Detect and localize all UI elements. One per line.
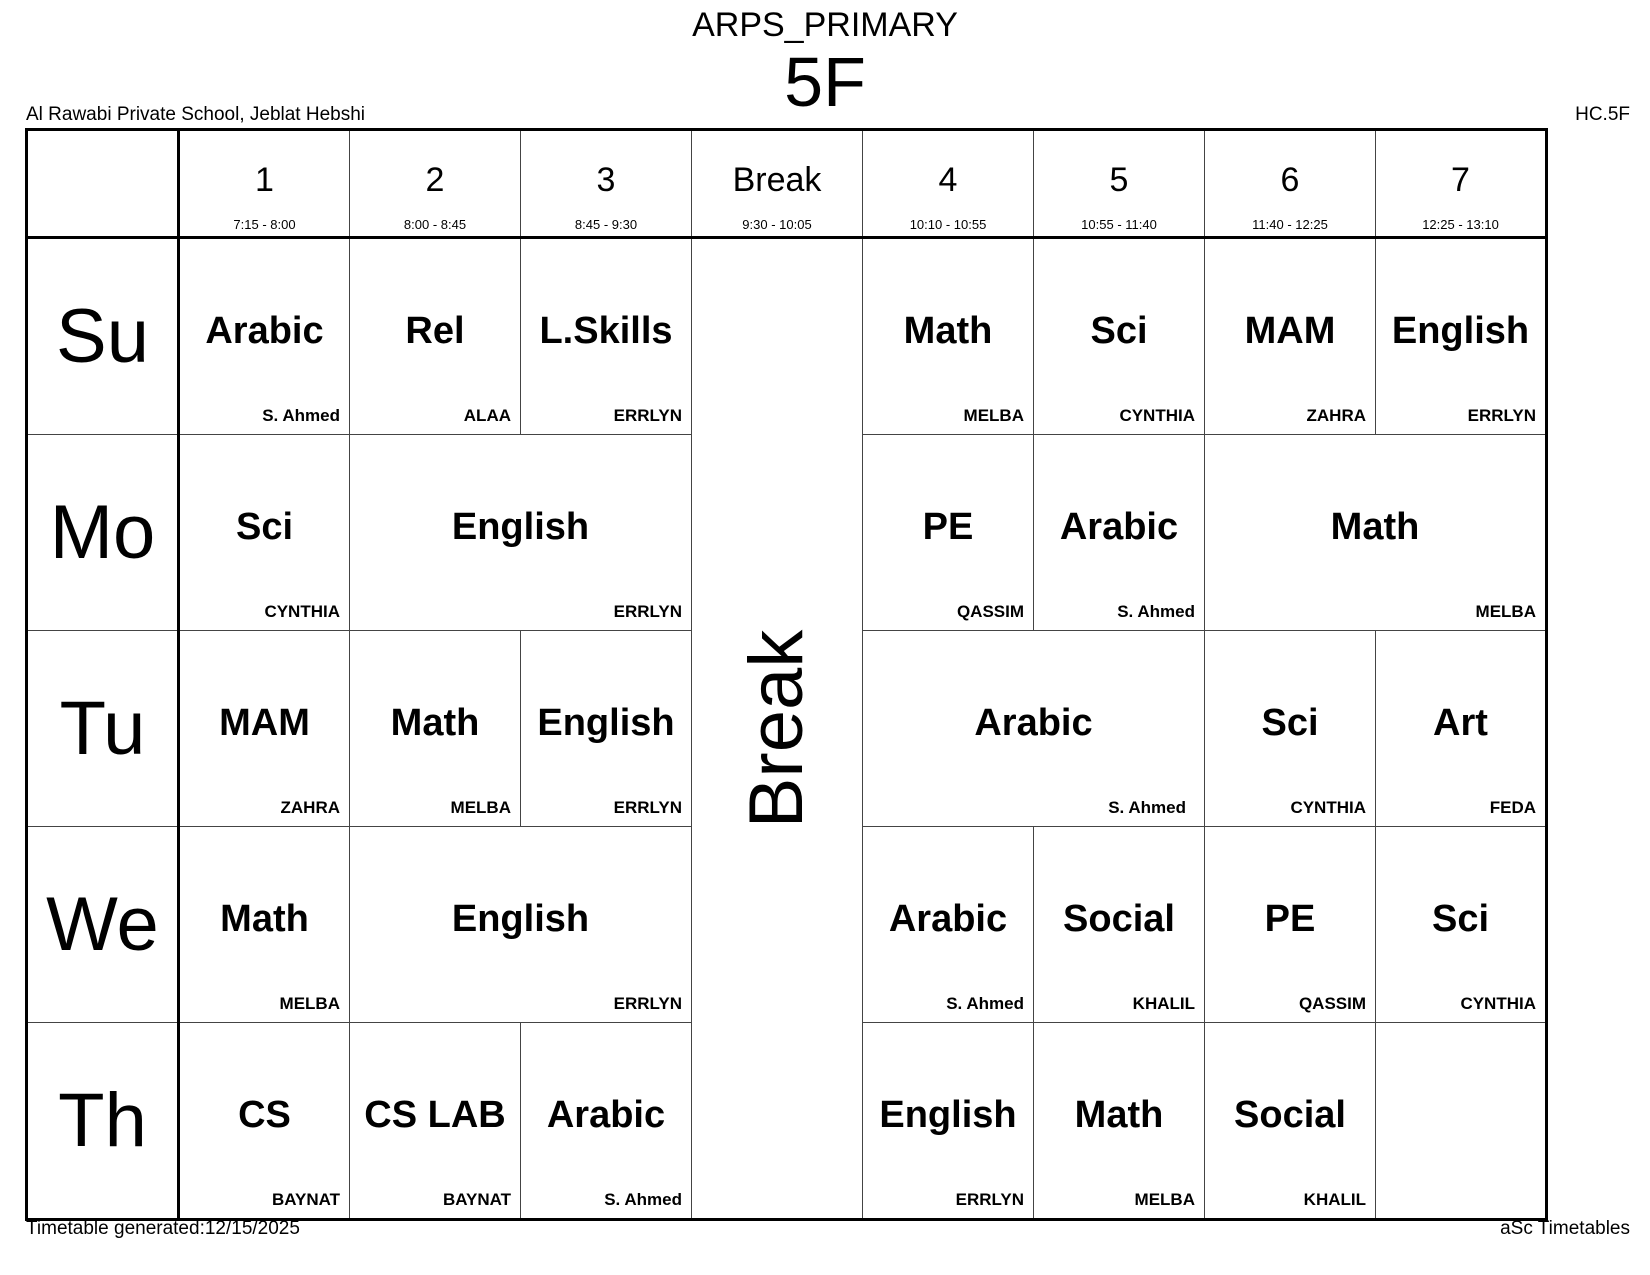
period-number: 3 bbox=[596, 161, 616, 199]
lesson-teacher: KHALIL bbox=[1303, 1190, 1366, 1209]
lesson-subject: Art bbox=[1433, 702, 1488, 744]
lesson-subject: English bbox=[451, 898, 590, 940]
period-header bbox=[863, 130, 1034, 238]
lesson-teacher: QASSIM bbox=[956, 602, 1024, 621]
lesson-cell bbox=[521, 238, 692, 435]
lesson-teacher: BAYNAT bbox=[442, 1190, 511, 1209]
lesson-teacher: MELBA bbox=[450, 798, 511, 817]
lesson-cell bbox=[863, 238, 1034, 435]
lesson-subject: Sci bbox=[1090, 310, 1148, 352]
lesson-cell bbox=[1205, 631, 1376, 827]
period-time: 12:25 - 13:10 bbox=[1422, 217, 1499, 232]
lesson-teacher: KHALIL bbox=[1132, 994, 1195, 1013]
lesson-cell bbox=[350, 435, 692, 631]
lesson-cell bbox=[350, 631, 521, 827]
lesson-cell bbox=[1034, 827, 1205, 1023]
period-header bbox=[350, 130, 521, 238]
lesson-cell bbox=[1205, 238, 1376, 435]
lesson-cell bbox=[179, 827, 350, 1023]
lesson-cell bbox=[1376, 827, 1547, 1023]
lesson-subject: Arabic bbox=[974, 702, 1093, 744]
lesson-subject: CS bbox=[238, 1094, 291, 1136]
lesson-teacher: ERRLYN bbox=[1467, 406, 1536, 425]
lesson-teacher: ERRLYN bbox=[955, 1190, 1024, 1209]
break-header bbox=[692, 130, 863, 238]
period-time: 10:10 - 10:55 bbox=[909, 217, 987, 232]
lesson-subject: Math bbox=[1330, 506, 1420, 548]
lesson-cell bbox=[1034, 238, 1205, 435]
lesson-teacher: FEDA bbox=[1489, 798, 1536, 817]
lesson-subject: Arabic bbox=[1059, 506, 1179, 548]
lesson-cell bbox=[1205, 827, 1376, 1023]
day-label: Mo bbox=[27, 435, 179, 631]
period-number: 6 bbox=[1280, 161, 1300, 199]
lesson-subject: Math bbox=[903, 310, 993, 352]
lesson-teacher: CYNTHIA bbox=[1290, 798, 1366, 817]
day-label: Tu bbox=[27, 631, 179, 827]
lesson-subject: English bbox=[451, 506, 590, 548]
lesson-cell bbox=[1376, 631, 1547, 827]
lesson-subject: Arabic bbox=[888, 898, 1008, 940]
lesson-cell bbox=[179, 1023, 350, 1220]
empty-lesson-cell bbox=[1376, 1023, 1547, 1220]
period-time: 7:15 - 8:00 bbox=[233, 217, 296, 232]
lesson-subject: Social bbox=[1234, 1094, 1346, 1136]
lesson-subject: Arabic bbox=[205, 310, 324, 352]
lesson-cell bbox=[179, 238, 350, 435]
lesson-cell bbox=[179, 435, 350, 631]
lesson-teacher: ZAHRA bbox=[280, 798, 340, 817]
lesson-teacher: S. Ahmed bbox=[1117, 602, 1195, 621]
lesson-subject: Arabic bbox=[546, 1094, 666, 1136]
lesson-subject: PE bbox=[922, 506, 974, 548]
lesson-teacher: ERRLYN bbox=[613, 406, 682, 425]
lesson-teacher: BAYNAT bbox=[271, 1190, 340, 1209]
period-number: 1 bbox=[255, 161, 274, 199]
lesson-subject: Math bbox=[220, 898, 309, 940]
lesson-cell bbox=[179, 631, 350, 827]
lesson-teacher: ERRLYN bbox=[613, 602, 682, 621]
lesson-teacher: CYNTHIA bbox=[264, 602, 340, 621]
period-time: 10:55 - 11:40 bbox=[1081, 217, 1157, 232]
lesson-cell bbox=[1376, 238, 1547, 435]
period-number: 5 bbox=[1109, 161, 1129, 199]
lesson-cell bbox=[1034, 435, 1205, 631]
school-title: ARPS_PRIMARY bbox=[692, 6, 958, 44]
corner-cell bbox=[27, 130, 179, 238]
class-title: 5F bbox=[784, 43, 866, 121]
lesson-cell bbox=[521, 631, 692, 827]
lesson-subject: English bbox=[537, 702, 675, 744]
lesson-subject: Math bbox=[1074, 1094, 1164, 1136]
lesson-cell bbox=[863, 1023, 1034, 1220]
lesson-subject: PE bbox=[1264, 898, 1316, 940]
period-time: 9:30 - 10:05 bbox=[742, 217, 812, 232]
lesson-subject: L.Skills bbox=[539, 310, 673, 352]
period-header bbox=[1034, 130, 1205, 238]
lesson-subject: Sci bbox=[1261, 702, 1319, 744]
lesson-subject: Sci bbox=[235, 506, 294, 548]
lesson-cell bbox=[350, 238, 521, 435]
lesson-cell bbox=[863, 827, 1034, 1023]
lesson-teacher: S. Ahmed bbox=[604, 1190, 682, 1209]
lesson-teacher: S. Ahmed bbox=[262, 406, 340, 425]
period-header bbox=[179, 130, 350, 238]
period-header-row bbox=[27, 130, 1547, 238]
timetable-code: HC.5F bbox=[1575, 104, 1630, 125]
lesson-subject: English bbox=[879, 1094, 1017, 1136]
lesson-cell bbox=[1034, 1023, 1205, 1220]
day-row-su bbox=[27, 238, 1547, 435]
period-time: 11:40 - 12:25 bbox=[1252, 217, 1328, 232]
lesson-teacher: ZAHRA bbox=[1306, 406, 1366, 425]
generated-date: Timetable generated:12/15/2025 bbox=[26, 1218, 300, 1239]
lesson-teacher: MELBA bbox=[963, 406, 1024, 425]
period-header bbox=[1205, 130, 1376, 238]
period-number: 4 bbox=[938, 161, 958, 199]
lesson-subject: MAM bbox=[1244, 310, 1336, 352]
period-header bbox=[521, 130, 692, 238]
lesson-teacher: S. Ahmed bbox=[1108, 798, 1186, 817]
break-label: Break bbox=[734, 629, 819, 828]
lesson-teacher: MELBA bbox=[1475, 602, 1536, 621]
day-label: We bbox=[27, 827, 179, 1023]
lesson-teacher: QASSIM bbox=[1298, 994, 1366, 1013]
lesson-cell bbox=[863, 435, 1034, 631]
lesson-subject: English bbox=[1391, 310, 1530, 352]
day-label: Su bbox=[27, 238, 179, 435]
lesson-teacher: CYNTHIA bbox=[1119, 406, 1195, 425]
school-name: Al Rawabi Private School, Jeblat Hebshi bbox=[26, 104, 366, 125]
period-time: 8:45 - 9:30 bbox=[574, 217, 638, 232]
lesson-teacher: ALAA bbox=[463, 406, 511, 425]
lesson-subject: Math bbox=[390, 702, 480, 744]
lesson-subject: CS LAB bbox=[364, 1094, 506, 1136]
lesson-subject: Sci bbox=[1431, 898, 1490, 940]
period-time: 8:00 - 8:45 bbox=[403, 217, 467, 232]
lesson-subject: MAM bbox=[219, 702, 310, 744]
lesson-teacher: ERRLYN bbox=[613, 994, 682, 1013]
lesson-teacher: MELBA bbox=[1134, 1190, 1195, 1209]
lesson-teacher: MELBA bbox=[279, 994, 340, 1013]
period-number: 7 bbox=[1451, 161, 1470, 199]
lesson-cell bbox=[350, 1023, 521, 1220]
period-number: Break bbox=[732, 161, 822, 199]
software-credit: aSc Timetables bbox=[1500, 1218, 1630, 1239]
lesson-subject: Rel bbox=[405, 310, 465, 352]
lesson-cell bbox=[350, 827, 692, 1023]
lesson-subject: Social bbox=[1063, 898, 1175, 940]
lesson-cell bbox=[521, 1023, 692, 1220]
period-number: 2 bbox=[425, 161, 445, 199]
lesson-teacher: CYNTHIA bbox=[1460, 994, 1536, 1013]
day-label: Th bbox=[27, 1023, 179, 1220]
timetable-grid bbox=[25, 128, 1548, 1221]
lesson-cell bbox=[863, 631, 1205, 827]
lesson-cell bbox=[1205, 1023, 1376, 1220]
period-header bbox=[1376, 130, 1547, 238]
break-column bbox=[692, 238, 863, 1220]
lesson-cell bbox=[1205, 435, 1547, 631]
lesson-teacher: S. Ahmed bbox=[946, 994, 1024, 1013]
lesson-teacher: ERRLYN bbox=[613, 798, 682, 817]
